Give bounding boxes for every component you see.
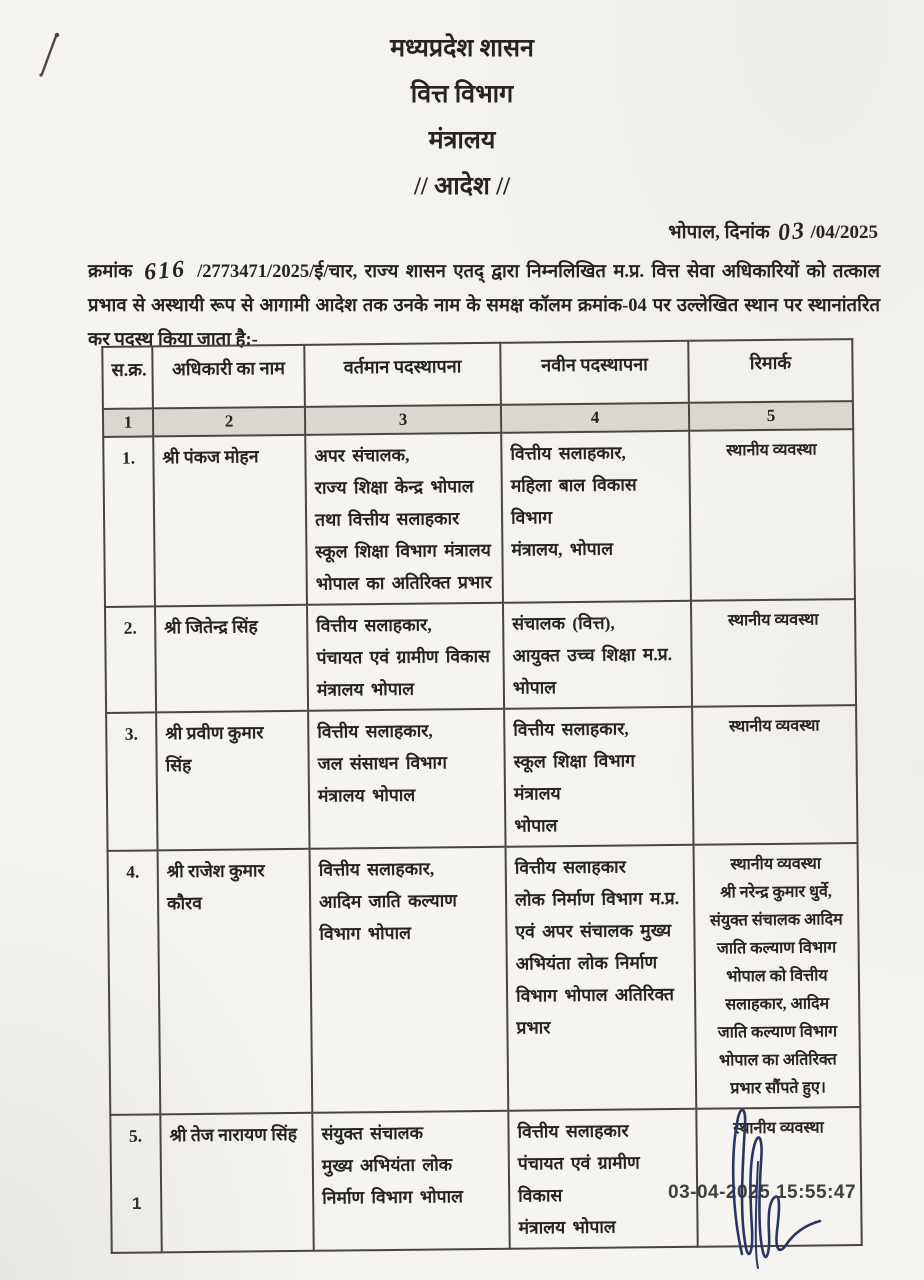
- pen-slash-mark: [34, 28, 82, 88]
- column-number: 3: [305, 405, 501, 435]
- column-number: 5: [689, 401, 853, 431]
- cell-officer-name: श्री तेज नारायण सिंह: [160, 1113, 313, 1253]
- cell-new-posting: वित्तीय सलाहकार पंचायत एवं ग्रामीण विकास मंत्रालय भोपाल: [508, 1109, 697, 1249]
- digital-timestamp: 03-04-2025 15:55:47: [668, 1182, 857, 1203]
- cell-serial: 5.: [110, 1114, 161, 1253]
- table-header-row: [102, 339, 853, 409]
- cell-remark: स्थानीय व्यवस्था: [692, 705, 857, 845]
- header-remark: रिमार्क: [688, 339, 853, 403]
- cell-serial: 4.: [108, 850, 161, 1115]
- table-row: [108, 843, 861, 1115]
- cell-officer-name: श्री राजेश कुमार कौरव: [158, 849, 313, 1115]
- cell-current-posting: संयुक्त संचालक मुख्य अभियंता लोक निर्माण विभाग भोपाल: [312, 1111, 509, 1251]
- header-new-posting: नवीन पदस्थापना: [500, 341, 689, 405]
- cell-current-posting: वित्तीय सलाहकार, पंचायत एवं ग्रामीण विकास मंत्रालय भोपाल: [307, 603, 504, 711]
- document-header: [0, 34, 924, 202]
- cell-remark: स्थानीय व्यवस्था: [696, 1107, 861, 1247]
- handwritten-signature: [712, 1102, 827, 1272]
- page-number: 1: [132, 1194, 142, 1213]
- cell-remark: स्थानीय व्यवस्था: [691, 599, 856, 707]
- printed-date: /04/2025: [810, 222, 878, 243]
- order-title: // आदेश //: [413, 173, 511, 200]
- handwritten-serial-number: 616: [142, 256, 187, 286]
- government-name: मध्यप्रदेश शासन: [390, 35, 534, 62]
- office-name: मंत्रालय: [428, 127, 496, 154]
- column-number: 4: [501, 403, 689, 433]
- cell-officer-name: श्री पंकज मोहन: [153, 435, 307, 607]
- place-date-line: [0, 218, 878, 245]
- cell-serial: 3.: [106, 712, 157, 851]
- table-row: [103, 429, 855, 607]
- cell-officer-name: श्री जितेन्द्र सिंह: [155, 605, 308, 713]
- cell-serial: 2.: [105, 606, 156, 713]
- intro-body-text: /2773471/2025/ई/चार, राज्य शासन एतद् द्वारा निम्नलिखित म.प्र. वित्त सेवा अधिकारियों को तत्काल प्रभाव से अस्थायी रूप से आगामी आदेश तक उनके नाम के समक्ष कॉलम क्रमांक-04 पर उल्लेखित स्थान पर स्थानांतरित कर पदस्थ किया जाता है:-: [88, 262, 880, 350]
- column-number: 2: [153, 407, 305, 437]
- column-number: 1: [103, 408, 153, 437]
- header-current-posting: वर्तमान पदस्थापना: [304, 343, 501, 407]
- cell-new-posting: संचालक (वित्त), आयुक्त उच्च शिक्षा म.प्र. भोपाल: [503, 601, 692, 709]
- department-name: वित्त विभाग: [410, 81, 514, 108]
- cell-new-posting: वित्तीय सलाहकार लोक निर्माण विभाग म.प्र. एवं अपर संचालक मुख्य अभियंता लोक निर्माण विभाग भोपाल अतिरिक्त प्रभार: [506, 845, 697, 1111]
- cell-new-posting: वित्तीय सलाहकार, महिला बाल विकास विभाग मंत्रालय, भोपाल: [501, 431, 691, 603]
- place-date-label: भोपाल, दिनांक: [668, 222, 770, 243]
- cell-current-posting: अपर संचालक, राज्य शिक्षा केन्द्र भोपाल तथा वित्तीय सलाहकार स्कूल शिक्षा विभाग मंत्रालय भोपाल का अतिरिक्त प्रभार: [305, 433, 503, 605]
- table-row: [105, 599, 856, 713]
- cell-current-posting: वित्तीय सलाहकार, जल संसाधन विभाग मंत्रालय भोपाल: [308, 709, 505, 849]
- cell-serial: 1.: [103, 436, 155, 607]
- cell-current-posting: वित्तीय सलाहकार, आदिम जाति कल्याण विभाग भोपाल: [310, 847, 509, 1113]
- header-serial: स.क्र.: [102, 346, 153, 409]
- handwritten-day: 03: [777, 217, 808, 247]
- header-officer-name: अधिकारी का नाम: [152, 345, 305, 409]
- cell-officer-name: श्री प्रवीण कुमार सिंह: [156, 711, 309, 851]
- cell-remark: स्थानीय व्यवस्था: [689, 429, 855, 601]
- serial-label: क्रमांक: [88, 262, 133, 282]
- table-row: [106, 705, 857, 851]
- cell-new-posting: वित्तीय सलाहकार, स्कूल शिक्षा विभाग मंत्रालय भोपाल: [504, 707, 693, 847]
- cell-remark: स्थानीय व्यवस्था श्री नरेन्द्र कुमार धुर्वे, संयुक्त संचालक आदिम जाति कल्याण विभाग भोपाल को वित्तीय सलाहकार, आदिम जाति कल्याण विभाग भोपाल का अतिरिक्त प्रभार सौंपते हुए।: [694, 843, 861, 1109]
